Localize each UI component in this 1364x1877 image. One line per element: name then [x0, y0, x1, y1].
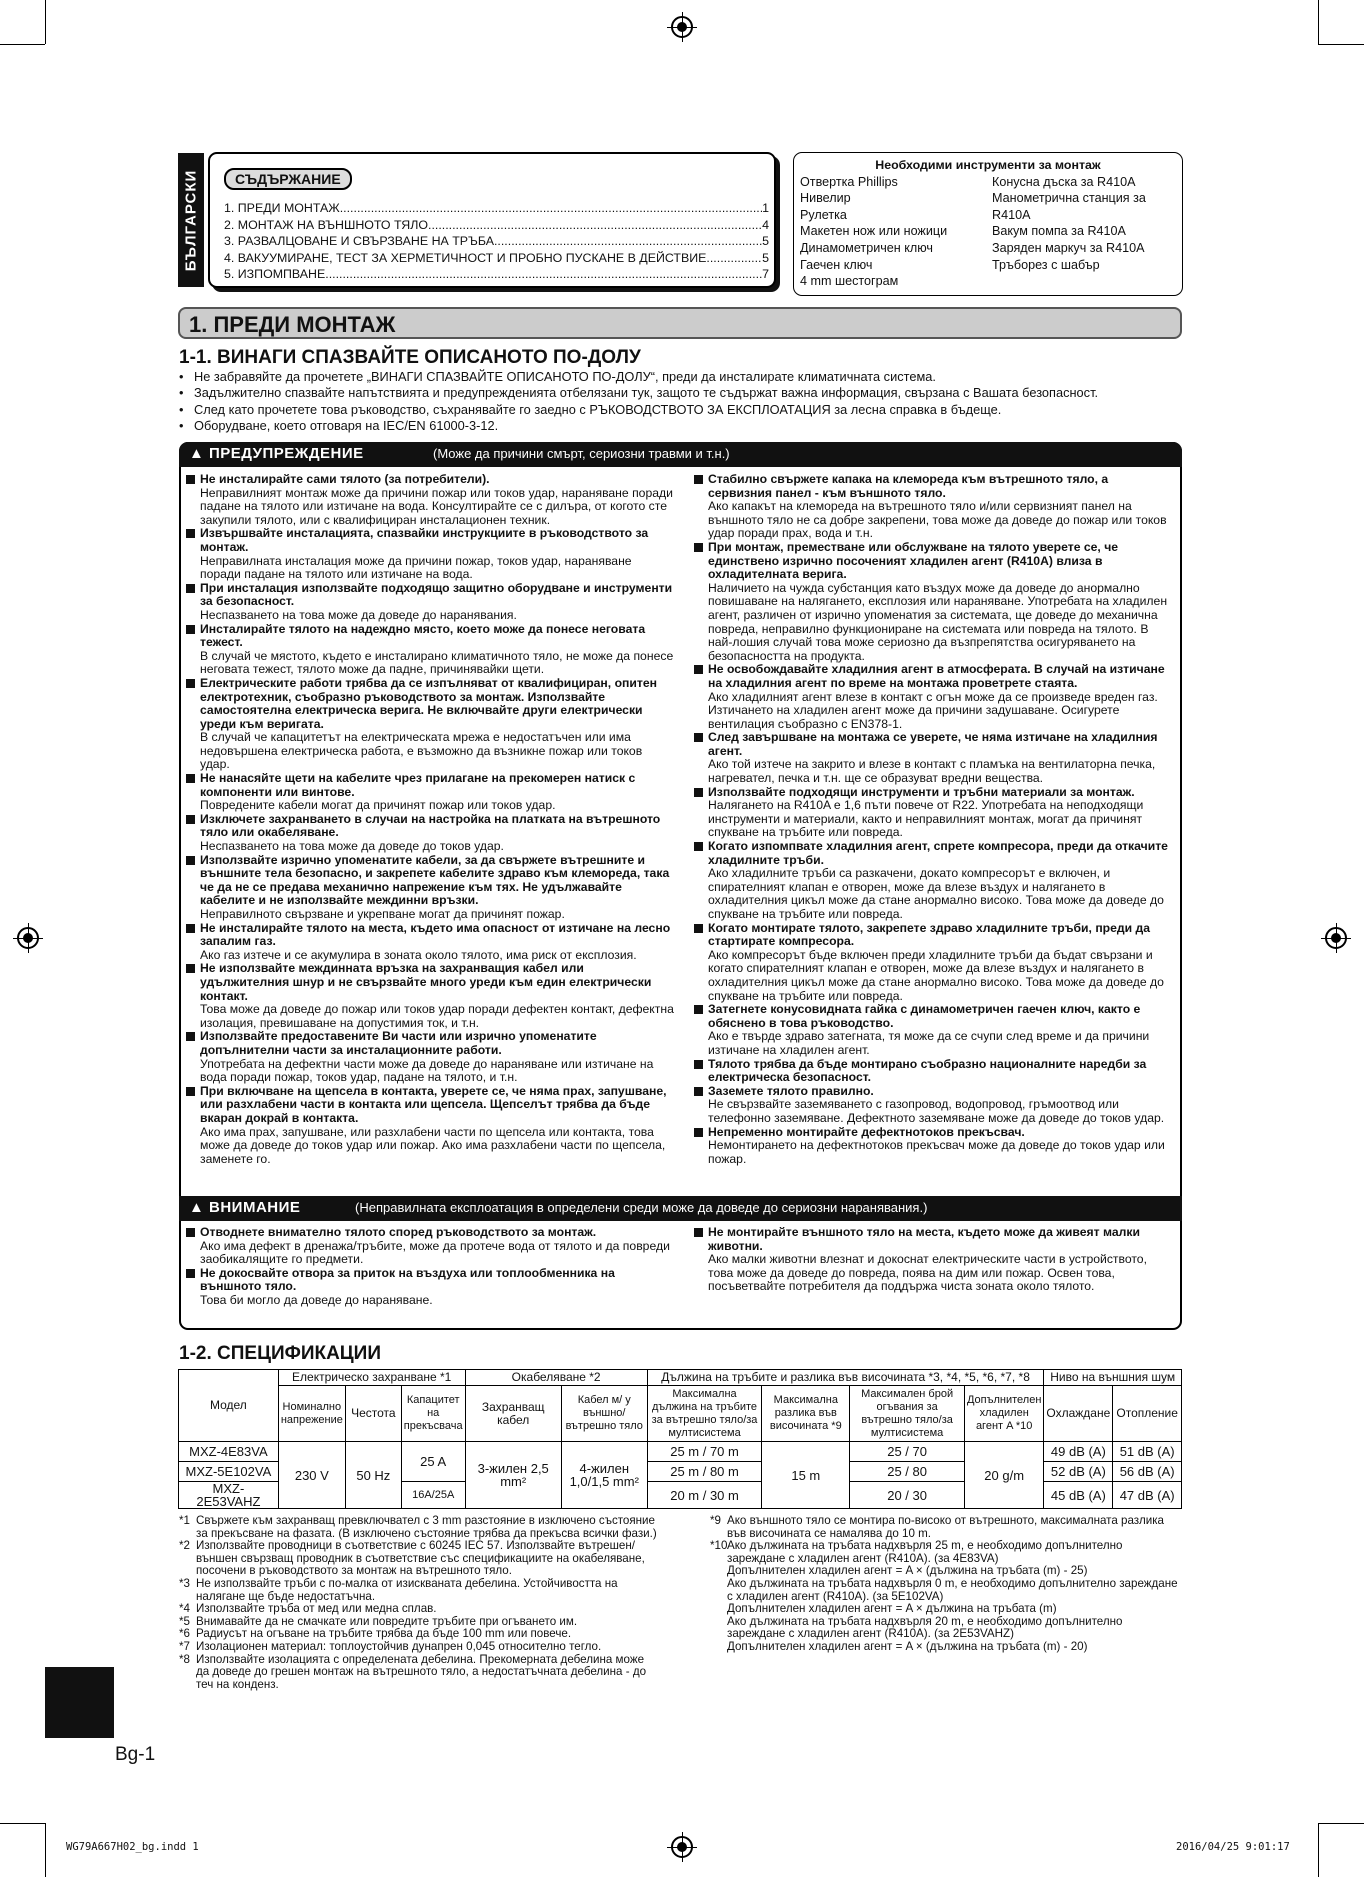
safety-item-text: Ако малки животни влезнат и докоснат електрическите части в устройството, това може да доведе до повреда, поява на дим или пожар. Освен това, посъветвайте потребителя да поддържа чиста зоната около тялото. [708, 1252, 1147, 1294]
col-cooling: Охлаждане [1044, 1386, 1113, 1442]
tools-title: Необходими инструменти за монтаж [875, 158, 1101, 172]
tool-item: 4 mm шестограм [800, 274, 899, 289]
col-model: Модел [179, 1370, 279, 1442]
col-max-length: Максимална дължина на тръбите за вътрешно тяло/за мултисистема [647, 1386, 762, 1442]
toc-item[interactable] [224, 217, 769, 234]
safety-item-heading: Стабилно свържете капака на клемореда към вътрешното тяло, а сервизния панел - към външното тяло. [708, 472, 1109, 500]
safety-item [185, 623, 675, 677]
safety-item-text: Не свързвайте заземяването с газопровод, водопровод, гръмоотвод или телефонно заземяване. Дефектното заземяване може да доведе до токов удар. [708, 1097, 1165, 1125]
cell-heating: 47 dB (A) [1113, 1482, 1182, 1509]
cell-agent: 20 g/m [964, 1442, 1043, 1509]
cell-bends: 20 / 30 [850, 1482, 965, 1509]
crop-mark [1318, 44, 1364, 45]
safety-item [185, 854, 675, 922]
safety-item-text: Това може да доведе до пожар или токов удар поради дефектен контакт, дефектна изолация, превишаване на допустимия ток, и т.н. [200, 1002, 674, 1030]
intro-bullets [178, 369, 1188, 435]
tool-item: Динамометричен ключ [800, 240, 933, 255]
tool-item: Заряден маркуч за R410A [992, 240, 1145, 255]
safety-item-heading: При монтаж, преместване или обслужване на тялото уверете се, че единствено изрично посоченият хладилен агент (R410A) влиза в охладителната верига. [708, 539, 1119, 582]
safety-item-heading: Не нанасяйте щети на кабелите чрез прилагане на прекомерен натиск с компоненти или винтове. [200, 771, 636, 799]
footnote-key: *4 [179, 1602, 190, 1616]
safety-item [185, 1226, 675, 1267]
warning-left-column [185, 473, 675, 1166]
col-breaker: Капацитет на прекъсвача [401, 1386, 465, 1442]
caution-label: ▲ ВНИМАНИЕ [189, 1199, 301, 1216]
safety-item-heading: Тялото трябва да бъде монтирано съобразно националните наредби за електрическа безопасност. [708, 1056, 1147, 1085]
col-connecting-cable: Кабел м/ у външно/ вътрешно тяло [561, 1386, 647, 1442]
tool-item: Гаечен ключ [800, 257, 873, 272]
toc-item-page: 1 [762, 201, 769, 215]
safety-item [693, 1003, 1175, 1057]
footnote-text: Ако външното тяло се монтира по-високо от вътрешното, максималната разлика във височината се намалява до 10 m. [727, 1514, 1164, 1540]
tool-item: Отвертка Phillips [800, 174, 898, 189]
safety-item-heading: Не инсталирайте сами тялото (за потребители). [200, 472, 490, 486]
cell-cooling: 52 dB (A) [1044, 1462, 1113, 1482]
cell-supply: 3-жилен 2,5 mm² [465, 1442, 561, 1509]
subsection-title: 1-1. ВИНАГИ СПАЗВАЙТЕ ОПИСАНОТО ПО-ДОЛУ [179, 347, 641, 368]
safety-item-text: Ако компресорът бъде включен преди хладилните тръби да бъдат свързани и когато спирателният клапан е отворен, може да влезе въздух и налягането в охладителния цикъл може да стане анормално високо. Това може да доведе до спукване на тръбите или повреда. [708, 947, 1164, 1003]
toc-item-page: 4 [762, 217, 769, 232]
safety-item [185, 582, 675, 623]
safety-item-text: Ако хладилните тръби са разкачени, докато компресорът е включен, и спирателният клапан е отворен, може да влезе въздух и налягането в охладителния цикъл може да стане анормално високо. Това може да доведе до спукване на тръбите или повреда. [708, 866, 1164, 921]
cell-length: 25 m / 80 m [647, 1462, 762, 1482]
bullet-item: • Оборудване, което отговаря на IEC/EN 61000-3-12. [178, 418, 1188, 434]
cell-height: 15 m [762, 1442, 850, 1509]
safety-item-heading: Когато монтирате тялото, закрепете здраво хладилните тръби, преди да стартирате компресора. [708, 920, 1151, 949]
tool-item: Вакум помпа за R410A [992, 224, 1126, 239]
footnote [179, 1654, 657, 1692]
safety-item-text: В случай че мястото, където е инсталирано климатичното тяло, не може да понесе неговата тежест, тялото може да падне, причинявайки щети. [200, 648, 674, 677]
tool-item: Нивелир [800, 191, 851, 206]
safety-item-text: Немонтирането на дефектнотоков прекъсвач може да доведе до токов удар или пожар. [708, 1138, 1165, 1166]
tools-left [800, 174, 984, 290]
warning-label: ▲ ПРЕДУПРЕЖДЕНИЕ [189, 445, 364, 462]
cell-length: 25 m / 70 m [647, 1442, 762, 1462]
toc-item-label: 3. РАЗВАЛЦОВАНЕ И СВЪРЗВАНЕ НА ТРЪБА [224, 234, 494, 249]
toc-item-page: 5 [762, 250, 769, 265]
spec-table [178, 1369, 1182, 1509]
safety-item-heading: Не използвайте междинната връзка на захранващия кабел или удължителния шнур и не свързвайте много уреди към един електрически контакт. [200, 961, 652, 1003]
tool-item: Манометрична станция за R410A [992, 191, 1146, 222]
toc-item[interactable] [224, 233, 769, 250]
cell-cooling: 49 dB (A) [1044, 1442, 1113, 1462]
section-title: 1. ПРЕДИ МОНТАЖ [189, 312, 396, 337]
cell-cooling: 45 dB (A) [1044, 1482, 1113, 1509]
safety-item-text: Неправилното свързване и укрепване могат да причинят пожар. [200, 907, 565, 921]
toc-item[interactable] [224, 200, 769, 217]
registration-mark-icon [17, 927, 39, 949]
cell-heating: 51 dB (A) [1113, 1442, 1182, 1462]
registration-mark-icon [1325, 927, 1347, 949]
footnote-key: *9 [710, 1514, 721, 1527]
safety-item-heading: Не монтирайте външното тяло на места, където може да живеят малки животни. [708, 1225, 1140, 1253]
safety-item [693, 922, 1175, 1004]
safety-item [693, 786, 1175, 840]
safety-item-text: В случай че капацитетът на електрическата мрежа е недостатъчен или има недовършена електрическа работа, е възможно да възникне пожар или токов удар. [200, 730, 643, 772]
col-supply-cable: Захранващ кабел [465, 1386, 561, 1442]
bullet-item: • Задължително спазвайте напътствията и предупрежденията отбелязани тук, защото те съдържат важна информация, свързана с Вашата безопасност. [178, 385, 1188, 401]
safety-item-text: Това би могло да доведе до нараняване. [200, 1292, 433, 1307]
safety-item-heading: Не освобождавайте хладилния агент в атмосферата. В случай на изтичане на хладилния агент по време на монтажа проветрете стаята. [708, 662, 1165, 690]
required-tools-box [793, 152, 1183, 296]
bullet-item: • Не забравяйте да прочетете „ВИНАГИ СПАЗВАЙТЕ ОПИСАНОТО ПО-ДОЛУ“, преди да инсталирате климатичната система. [178, 369, 1188, 385]
footnote-key: *7 [179, 1639, 190, 1653]
tool-item: Макетен нож или ножици [800, 224, 948, 239]
crop-mark [0, 1823, 45, 1824]
cell-breaker: 16A/25A [401, 1482, 465, 1509]
safety-item-text: Ако хладилният агент влезе в контакт с огън може да се произведе вреден газ. Изтичането на хладилен агент може да причини задушаване. Осигурете вентилация съобразно с EN378-1. [708, 689, 1158, 731]
footnote-key: *1 [179, 1514, 190, 1527]
toc-item[interactable] [224, 266, 769, 283]
safety-item-text: Неправилният монтаж може да причини пожар или токов удар, нараняване поради падане на тялото или изтичане на вода. Консултирайте се с дилъра, от когото сте закупили тялото, или с квалифициран инсталационен техник. [200, 485, 673, 527]
toc-item-label: 5. ИЗПОМПВАНЕ [224, 267, 326, 282]
footnote-text: Ако дължината на тръбата надхвърля 25 m, е необходимо допълнително зареждане с хладилен агент (R410A). (за 4E83VA) Допълнителен хладилен агент = A × (дължина на тръбата (m) - 25) Ако дължината на тръбата надхвърля 0 m, е необходимо допълнително зареждане с хладилен агент (R410A). (за 5E102VA) Допълнителен хладилен агент = A × дължина на тръбата (m) Ако дължината на тръбата надхвърля 20 m, е необходимо допълнително зареждане с хладилен агент (R410A). (за 2E53VAHZ) Допълнителен хладилен агент = A × (дължина на тръбата (m) - 20) [727, 1539, 1178, 1653]
safety-item [693, 1085, 1175, 1126]
footnote-key: *3 [179, 1576, 190, 1590]
col-voltage: Номинално напрежение [278, 1386, 345, 1442]
safety-item [693, 663, 1175, 731]
safety-item-heading: При включване на щепсела в контакта, уверете се, че няма прах, запушване, или разхлабени части в контакта или щепсела. Щепселът трябва да бъде вкаран докрай в контакта. [200, 1083, 667, 1125]
cell-bends: 25 / 70 [850, 1442, 965, 1462]
footnote-text: Внимавайте да не смачкате или повредите тръбите при огъването им. [196, 1614, 578, 1628]
group-piping: Дължина на тръбите и разлика във височината *3, *4, *5, *6, *7, *8 [647, 1370, 1044, 1386]
safety-item-text: Налягането на R410A е 1,6 пъти повече от R22. Употребата на неподходящи инструменти и материали, както и неправилният монтаж, могат да причинят спукване на тръбите или повреда. [708, 798, 1144, 840]
safety-item [185, 1030, 675, 1084]
caution-bar [179, 1196, 1182, 1221]
safety-item [185, 772, 675, 813]
safety-item [693, 840, 1175, 922]
safety-item-text: Ако капакът на клемореда на вътрешното тяло и/или сервизният панел на външното тяло не са добре закрепени, това може да доведе до пожар или токов удар поради прах, вода и т.н. [708, 499, 1167, 541]
safety-item [185, 813, 675, 854]
bullet-item: • След като прочетете това ръководство, съхранявайте го заедно с РЪКОВОДСТВОТО ЗА ЕКСПЛОАТАЦИЯ за лесна справка в бъдеще. [178, 402, 1188, 418]
safety-item-heading: Използвайте изрично упоменатите кабели, за да свържете вътрешните и външните тела безопасно, и закрепете кабелите здраво към клемореда, така че да не се предава механично напрежение към тях. Не удължавайте кабелите и не използвайте междинни връзки. [200, 852, 670, 908]
footnote [179, 1578, 657, 1603]
safety-item-heading: Използвайте подходящи инструменти и тръбни материали за монтаж. [708, 784, 1135, 799]
crop-mark [1318, 0, 1319, 44]
registration-mark-icon [671, 1836, 693, 1858]
safety-item [185, 1267, 675, 1308]
footnote-text: Използвайте изолацията с определената дебелина. Прекомерната дебелина може да доведе до грешен монтаж на вътрешното тяло, а недостатъчната дебелина - до теч на конденз. [196, 1652, 647, 1691]
safety-item [693, 731, 1175, 785]
safety-item-heading: Не докосвайте отвора за приток на въздуха или топлообменника на външното тяло. [200, 1265, 615, 1294]
toc-leader [325, 266, 762, 283]
footnote-text: Изолационен материал: топлоустойчив дунапрен 0,045 относително тегло. [196, 1639, 602, 1653]
col-max-height: Максимална разлика във височината *9 [762, 1386, 850, 1442]
table-row [179, 1442, 1182, 1462]
table-of-contents [208, 152, 776, 288]
footnote [179, 1515, 657, 1540]
page-tab-block [45, 1667, 114, 1738]
file-slug: WG79A667H02_bg.indd 1 [66, 1841, 199, 1853]
safety-item [693, 541, 1175, 663]
safety-item [185, 922, 675, 963]
language-label: БЪЛГАРСКИ [182, 169, 200, 271]
footnote-key: *2 [179, 1539, 190, 1553]
toc-leader [340, 200, 762, 217]
tool-item: Конусна дъска за R410A [992, 174, 1136, 189]
safety-item-text: Повредените кабели могат да причинят пожар или токов удар. [200, 798, 556, 813]
toc-leader [494, 233, 762, 250]
footnote-text: Не използвайте тръби с по-малка от изискваната дебелина. Устойчивостта на налягане ще бъде недостатъчна. [196, 1576, 618, 1603]
footnote-text: Използвайте проводници в съответствие с 60245 IEC 57. Използвайте вътрешен/външен свързващ проводник в съответствие със спецификациите на окабеляване, посочени в ръководството за монтаж на вътрешното тяло. [196, 1539, 645, 1578]
section-header [178, 307, 1182, 339]
safety-item-heading: Използвайте предоставените Ви части или изрично упоменатите допълнителни части за инсталационните работи. [200, 1029, 597, 1057]
tool-item: Рулетка [800, 207, 847, 222]
registration-mark-icon [671, 16, 693, 38]
toc-leader [706, 250, 762, 267]
col-frequency: Честота [345, 1386, 401, 1442]
safety-item-heading: Инсталирайте тялото на надеждно място, което може да понесе неговата тежест. [200, 621, 646, 650]
toc-leader [428, 217, 762, 234]
cell-model: MXZ-2E53VAHZ [179, 1482, 279, 1509]
safety-item-heading: Изключете захранването в случаи на настройка на платката на вътрешното тяло или окабеляване. [200, 811, 661, 840]
col-heating: Отопление [1113, 1386, 1182, 1442]
language-tab [178, 153, 204, 287]
safety-item [185, 962, 675, 1030]
cell-cable: 4-жилен 1,0/1,5 mm² [561, 1442, 647, 1509]
cell-breaker: 25 A [401, 1442, 465, 1482]
caution-note: (Неправилната експлоатация в определени среди може да доведе до сериозни наранявания.) [355, 1200, 928, 1215]
safety-item-heading: Заземете тялото правилно. [708, 1083, 874, 1098]
caution-left-column [185, 1226, 675, 1308]
safety-item-heading: Не инсталирайте тялото на места, където има опасност от изтичане на лесно запалим газ. [200, 920, 671, 949]
safety-item-heading: Затегнете конусовидната гайка с динамометричен гаечен ключ, както е обяснено в това ръководство. [708, 1002, 1141, 1030]
toc-item-label: 4. ВАКУУМИРАНЕ, ТЕСТ ЗА ХЕРМЕТИЧНОСТ И ПРОБНО ПУСКАНЕ В ДЕЙСТВИЕ [224, 250, 707, 265]
safety-item-text: Ако е твърде здраво затегната, тя може да се счупи след време и да причини изтичане на хладилен агент. [708, 1029, 1150, 1057]
safety-item [185, 1085, 675, 1167]
crop-mark [1318, 1823, 1364, 1824]
warning-right-column [693, 473, 1175, 1166]
toc-item-page: 7 [762, 267, 769, 282]
footnote-text: Свържете към захранващ превключвател с 3 mm разстояние в изключено състояние за прекъсване на фазата. (В изключено състояние трябва да прекъсва всички фази.) [196, 1514, 657, 1540]
crop-mark [45, 1823, 46, 1877]
footnote-key: *5 [179, 1614, 190, 1628]
toc-item-page: 5 [762, 234, 769, 249]
safety-item-heading: Електрическите работи трябва да се изпълняват от квалифициран, опитен електротехник, съобразно ръководството за монтаж. Използвайте самостоятелна електрическа верига. Не включвайте други електрически уреди към веригата. [200, 675, 657, 731]
footnote-key: *6 [179, 1627, 190, 1641]
safety-item-text: Ако има дефект в дренажа/тръбите, може да протече вода от тялото и да повреди заобикалящите го предмети. [200, 1238, 670, 1267]
crop-mark [1318, 1823, 1319, 1877]
cell-heating: 56 dB (A) [1113, 1462, 1182, 1482]
safety-item [693, 473, 1175, 541]
col-additional-agent: Допълнителен хладилен агент A *10 [964, 1386, 1043, 1442]
cell-model: MXZ-5E102VA [179, 1462, 279, 1482]
warning-note: (Може да причини смърт, сериозни травми и т.н.) [433, 446, 730, 461]
footnotes-right [710, 1515, 1182, 1654]
footnote [179, 1540, 657, 1578]
safety-item-text: Ако газ изтече и се акумулира в зоната около тялото, има риск от експлозия. [200, 947, 637, 962]
tool-item: Тръборез с шабър [992, 257, 1100, 272]
group-power: Електрическо захранване *1 [278, 1370, 465, 1386]
safety-item-text: Ако той изтече на закрито и влезе в контакт с пламъка на вентилаторна печка, нагревател, печка и т.н. ще се образуват вредни вещества. [708, 757, 1156, 786]
footnotes-left [179, 1515, 657, 1691]
footnote-text: Радиусът на огъване на тръбите трябва да бъде 100 mm или повече. [196, 1627, 572, 1641]
safety-item [185, 677, 675, 772]
toc-item[interactable] [224, 250, 769, 267]
cell-voltage: 230 V [278, 1442, 345, 1509]
safety-item [693, 1058, 1175, 1085]
safety-item-text: Неспазването на това може да доведе до токов удар. [200, 839, 504, 854]
warning-bar [179, 442, 1182, 467]
crop-mark [0, 44, 45, 45]
cell-model: MXZ-4E83VA [179, 1442, 279, 1462]
safety-item-heading: Когато изпомпвате хладилния агент, спрете компресора, преди да откачите хладилните тръби. [708, 839, 1168, 867]
cell-bends: 25 / 80 [850, 1462, 965, 1482]
caution-right-column [693, 1226, 1175, 1294]
toc-title: СЪДЪРЖАНИЕ [224, 168, 352, 190]
safety-item-heading: Отводнете внимателно тялото според ръководството за монтаж. [200, 1225, 597, 1239]
crop-mark [45, 0, 46, 44]
toc-item-label: 2. МОНТАЖ НА ВЪНШНОТО ТЯЛО [224, 217, 429, 232]
footnote-key: *10 [710, 1539, 728, 1553]
safety-item [185, 473, 675, 527]
tools-right [992, 174, 1176, 290]
group-wiring: Окабеляване *2 [465, 1370, 647, 1386]
safety-item-text: Ако има прах, запушване, или разхлабени части по щепсела или контакта, това може да доведе до токов удар или пожар. Ако има разхлабени части по щепсела, заменете го. [200, 1124, 666, 1166]
toc-list [224, 200, 769, 283]
safety-item-heading: При инсталация използвайте подходящо защитно оборудване и инструменти за безопасност. [200, 580, 673, 609]
safety-item [693, 1226, 1175, 1294]
specs-title: 1-2. СПЕЦИФИКАЦИИ [179, 1343, 381, 1364]
cell-frequency: 50 Hz [345, 1442, 401, 1509]
cell-length: 20 m / 30 m [647, 1482, 762, 1509]
safety-item [693, 1126, 1175, 1167]
safety-item-heading: След завършване на монтажа се уверете, че няма изтичане на хладилния агент. [708, 730, 1158, 758]
safety-item [185, 527, 675, 581]
page-number: Bg-1 [115, 1744, 156, 1765]
toc-item-label: 1. ПРЕДИ МОНТАЖ [224, 201, 340, 215]
footnote [710, 1540, 1182, 1653]
col-max-bends: Максимален брой огъвания за вътрешно тяло/за мултисистема [850, 1386, 965, 1442]
safety-item-text: Неправилната инсталация може да причини пожар, токов удар, нараняване поради падане на тялото или изтичане на вода. [200, 553, 632, 582]
footnote [710, 1515, 1182, 1540]
group-noise: Ниво на външния шум [1044, 1370, 1182, 1386]
safety-item-text: Употребата на дефектни части може да доведе до нараняване или изтичане на вода поради пожар, токов удар, падане на тялото, и т.н. [200, 1056, 654, 1085]
footnote-text: Използвайте тръба от мед или медна сплав. [196, 1602, 437, 1616]
date-slug: 2016/04/25 9:01:17 [1176, 1841, 1290, 1853]
safety-item-heading: Непременно монтирайте дефектнотоков прекъсвач. [708, 1124, 1025, 1139]
safety-item-heading: Извършвайте инсталацията, спазвайки инструкциите в ръководството за монтаж. [200, 526, 649, 554]
footnote-key: *8 [179, 1652, 190, 1666]
safety-item-text: Наличието на чужда субстанция като въздух може да доведе до анормално повишаване на налягането, експлозия или нараняване. Употребата на хладилен агент, различен от изрично упоменатия за системата, ще доведе до механична повреда, неправилно функциониране на системата или повреда на тялото. В най-лошия случай това може сериозно да възпрепятства осигуряването на безопасността на продукта. [708, 580, 1168, 663]
safety-item-text: Неспазването на това може да доведе до наранявания. [200, 607, 517, 622]
